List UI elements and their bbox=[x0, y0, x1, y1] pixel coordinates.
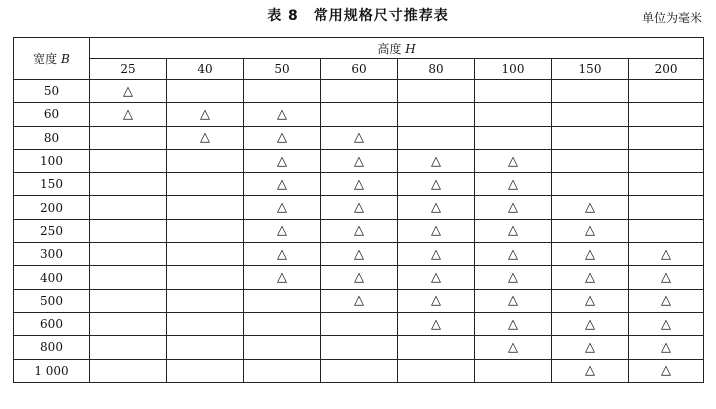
width-header-label: 宽度 bbox=[33, 52, 58, 66]
recommended-mark-cell bbox=[629, 266, 704, 289]
recommended-mark-cell bbox=[90, 103, 167, 126]
recommended-mark-cell bbox=[398, 312, 475, 335]
triangle-mark-icon: △ bbox=[661, 339, 672, 355]
triangle-mark-icon: △ bbox=[585, 200, 595, 216]
triangle-mark-icon: △ bbox=[354, 176, 364, 192]
triangle-mark-icon: △ bbox=[508, 200, 518, 216]
recommended-mark-cell bbox=[244, 126, 321, 149]
recommended-mark-cell bbox=[167, 103, 244, 126]
table-row bbox=[14, 359, 704, 382]
recommended-mark-cell bbox=[475, 173, 552, 196]
triangle-mark-icon: △ bbox=[661, 246, 672, 262]
empty-cell bbox=[90, 359, 167, 382]
recommended-mark-cell bbox=[244, 266, 321, 289]
recommended-mark-cell bbox=[629, 289, 704, 312]
empty-cell bbox=[90, 196, 167, 219]
empty-cell bbox=[90, 336, 167, 359]
triangle-mark-icon: △ bbox=[354, 153, 364, 169]
recommended-mark-cell bbox=[629, 336, 704, 359]
triangle-mark-icon: △ bbox=[277, 270, 287, 286]
empty-cell bbox=[475, 126, 552, 149]
recommended-mark-cell bbox=[629, 359, 704, 382]
table-row bbox=[14, 149, 704, 172]
recommended-mark-cell bbox=[244, 149, 321, 172]
empty-cell bbox=[90, 149, 167, 172]
triangle-mark-icon: △ bbox=[585, 363, 595, 379]
empty-cell bbox=[398, 126, 475, 149]
recommended-mark-cell bbox=[475, 149, 552, 172]
width-value-cell: 1 000 bbox=[14, 359, 90, 382]
width-header-var: B bbox=[61, 52, 70, 66]
recommended-mark-cell bbox=[398, 219, 475, 242]
recommended-mark-cell bbox=[321, 289, 398, 312]
triangle-mark-icon: △ bbox=[277, 106, 287, 122]
triangle-mark-icon: △ bbox=[277, 223, 287, 239]
triangle-mark-icon: △ bbox=[431, 270, 441, 286]
table-row bbox=[14, 312, 704, 335]
recommended-mark-cell bbox=[475, 219, 552, 242]
recommended-mark-cell bbox=[244, 173, 321, 196]
recommended-mark-cell bbox=[244, 243, 321, 266]
empty-cell bbox=[475, 80, 552, 103]
recommended-mark-cell bbox=[475, 243, 552, 266]
empty-cell bbox=[167, 289, 244, 312]
triangle-mark-icon: △ bbox=[123, 106, 133, 122]
triangle-mark-icon: △ bbox=[585, 316, 595, 332]
triangle-mark-icon: △ bbox=[585, 246, 595, 262]
triangle-mark-icon: △ bbox=[354, 200, 364, 216]
empty-cell bbox=[90, 312, 167, 335]
height-value-cell: 25 bbox=[90, 59, 167, 80]
recommended-mark-cell bbox=[321, 126, 398, 149]
width-value-cell: 300 bbox=[14, 243, 90, 266]
recommended-mark-cell bbox=[552, 243, 629, 266]
empty-cell bbox=[167, 336, 244, 359]
recommended-mark-cell bbox=[244, 103, 321, 126]
empty-cell bbox=[475, 359, 552, 382]
width-value-cell: 250 bbox=[14, 219, 90, 242]
empty-cell bbox=[398, 336, 475, 359]
empty-cell bbox=[475, 103, 552, 126]
recommended-mark-cell bbox=[244, 219, 321, 242]
triangle-mark-icon: △ bbox=[354, 130, 364, 146]
empty-cell bbox=[244, 289, 321, 312]
recommended-mark-cell bbox=[475, 336, 552, 359]
empty-cell bbox=[167, 196, 244, 219]
table-row bbox=[14, 103, 704, 126]
triangle-mark-icon: △ bbox=[508, 176, 518, 192]
empty-cell bbox=[167, 359, 244, 382]
height-header-label: 高度 bbox=[377, 41, 402, 56]
recommended-mark-cell bbox=[321, 243, 398, 266]
empty-cell bbox=[552, 80, 629, 103]
triangle-mark-icon: △ bbox=[431, 200, 441, 216]
width-header bbox=[14, 38, 90, 80]
triangle-mark-icon: △ bbox=[508, 153, 518, 169]
empty-cell bbox=[629, 80, 704, 103]
empty-cell bbox=[244, 312, 321, 335]
triangle-mark-icon: △ bbox=[354, 246, 364, 262]
empty-cell bbox=[90, 219, 167, 242]
empty-cell bbox=[321, 80, 398, 103]
empty-cell bbox=[167, 312, 244, 335]
recommended-mark-cell bbox=[475, 312, 552, 335]
triangle-mark-icon: △ bbox=[354, 293, 364, 309]
recommended-mark-cell bbox=[552, 219, 629, 242]
empty-cell bbox=[167, 173, 244, 196]
recommended-mark-cell bbox=[552, 312, 629, 335]
triangle-mark-icon: △ bbox=[585, 293, 595, 309]
recommended-mark-cell bbox=[167, 126, 244, 149]
empty-cell bbox=[167, 243, 244, 266]
recommended-mark-cell bbox=[629, 243, 704, 266]
empty-cell bbox=[321, 359, 398, 382]
recommended-mark-cell bbox=[475, 196, 552, 219]
width-value-cell: 50 bbox=[14, 80, 90, 103]
empty-cell bbox=[244, 336, 321, 359]
empty-cell bbox=[167, 219, 244, 242]
triangle-mark-icon: △ bbox=[661, 363, 672, 379]
height-value-cell: 80 bbox=[398, 59, 475, 80]
table-row bbox=[14, 289, 704, 312]
table-body bbox=[14, 80, 704, 383]
triangle-mark-icon: △ bbox=[585, 339, 595, 355]
empty-cell bbox=[167, 80, 244, 103]
height-header-var: H bbox=[405, 41, 416, 56]
empty-cell bbox=[398, 103, 475, 126]
width-value-cell: 800 bbox=[14, 336, 90, 359]
height-values-row bbox=[14, 59, 704, 80]
triangle-mark-icon: △ bbox=[123, 83, 133, 99]
empty-cell bbox=[90, 173, 167, 196]
triangle-mark-icon: △ bbox=[277, 200, 287, 216]
empty-cell bbox=[167, 149, 244, 172]
empty-cell bbox=[398, 359, 475, 382]
recommended-mark-cell bbox=[321, 196, 398, 219]
empty-cell bbox=[552, 126, 629, 149]
recommended-mark-cell bbox=[321, 149, 398, 172]
triangle-mark-icon: △ bbox=[508, 223, 518, 239]
triangle-mark-icon: △ bbox=[661, 293, 672, 309]
recommended-mark-cell bbox=[552, 196, 629, 219]
triangle-mark-icon: △ bbox=[431, 316, 441, 332]
height-value-cell: 60 bbox=[321, 59, 398, 80]
table-row bbox=[14, 196, 704, 219]
empty-cell bbox=[629, 149, 704, 172]
triangle-mark-icon: △ bbox=[585, 223, 595, 239]
table-title: 表 8 常用规格尺寸推荐表 bbox=[267, 8, 449, 24]
recommended-mark-cell bbox=[398, 196, 475, 219]
triangle-mark-icon: △ bbox=[277, 130, 287, 146]
recommended-mark-cell bbox=[398, 243, 475, 266]
recommended-mark-cell bbox=[475, 266, 552, 289]
height-value-cell: 50 bbox=[244, 59, 321, 80]
width-value-cell: 200 bbox=[14, 196, 90, 219]
table-row bbox=[14, 80, 704, 103]
triangle-mark-icon: △ bbox=[508, 246, 518, 262]
recommended-mark-cell bbox=[90, 80, 167, 103]
triangle-mark-icon: △ bbox=[508, 316, 518, 332]
height-header bbox=[90, 38, 704, 59]
empty-cell bbox=[321, 103, 398, 126]
table-row bbox=[14, 173, 704, 196]
empty-cell bbox=[629, 219, 704, 242]
empty-cell bbox=[90, 243, 167, 266]
triangle-mark-icon: △ bbox=[277, 176, 287, 192]
size-table bbox=[13, 37, 704, 383]
empty-cell bbox=[629, 103, 704, 126]
width-value-cell: 400 bbox=[14, 266, 90, 289]
unit-label: 单位为毫米 bbox=[641, 11, 702, 25]
empty-cell bbox=[629, 196, 704, 219]
triangle-mark-icon: △ bbox=[431, 176, 441, 192]
empty-cell bbox=[321, 336, 398, 359]
empty-cell bbox=[552, 149, 629, 172]
table-row bbox=[14, 243, 704, 266]
triangle-mark-icon: △ bbox=[354, 223, 364, 239]
empty-cell bbox=[552, 103, 629, 126]
recommended-mark-cell bbox=[475, 289, 552, 312]
height-value-cell: 40 bbox=[167, 59, 244, 80]
triangle-mark-icon: △ bbox=[277, 153, 287, 169]
triangle-mark-icon: △ bbox=[585, 270, 595, 286]
triangle-mark-icon: △ bbox=[354, 270, 364, 286]
table-row bbox=[14, 126, 704, 149]
recommended-mark-cell bbox=[321, 266, 398, 289]
table-row bbox=[14, 336, 704, 359]
empty-cell bbox=[629, 173, 704, 196]
height-value-cell: 150 bbox=[552, 59, 629, 80]
triangle-mark-icon: △ bbox=[508, 293, 518, 309]
triangle-mark-icon: △ bbox=[431, 223, 441, 239]
triangle-mark-icon: △ bbox=[431, 246, 441, 262]
triangle-mark-icon: △ bbox=[508, 270, 518, 286]
recommended-mark-cell bbox=[398, 266, 475, 289]
width-value-cell: 100 bbox=[14, 149, 90, 172]
recommended-mark-cell bbox=[629, 312, 704, 335]
empty-cell bbox=[167, 266, 244, 289]
recommended-mark-cell bbox=[398, 289, 475, 312]
empty-cell bbox=[629, 126, 704, 149]
empty-cell bbox=[321, 312, 398, 335]
triangle-mark-icon: △ bbox=[200, 130, 210, 146]
width-value-cell: 80 bbox=[14, 126, 90, 149]
triangle-mark-icon: △ bbox=[661, 270, 672, 286]
recommended-mark-cell bbox=[552, 289, 629, 312]
empty-cell bbox=[398, 80, 475, 103]
width-value-cell: 60 bbox=[14, 103, 90, 126]
empty-cell bbox=[244, 80, 321, 103]
triangle-mark-icon: △ bbox=[431, 153, 441, 169]
recommended-mark-cell bbox=[552, 359, 629, 382]
triangle-mark-icon: △ bbox=[661, 316, 672, 332]
width-value-cell: 150 bbox=[14, 173, 90, 196]
recommended-mark-cell bbox=[398, 173, 475, 196]
empty-cell bbox=[90, 126, 167, 149]
empty-cell bbox=[90, 266, 167, 289]
recommended-mark-cell bbox=[321, 219, 398, 242]
empty-cell bbox=[90, 289, 167, 312]
empty-cell bbox=[244, 359, 321, 382]
recommended-mark-cell bbox=[552, 336, 629, 359]
triangle-mark-icon: △ bbox=[277, 246, 287, 262]
height-value-cell: 200 bbox=[629, 59, 704, 80]
recommended-mark-cell bbox=[244, 196, 321, 219]
triangle-mark-icon: △ bbox=[508, 339, 518, 355]
width-value-cell: 500 bbox=[14, 289, 90, 312]
triangle-mark-icon: △ bbox=[431, 293, 441, 309]
recommended-mark-cell bbox=[321, 173, 398, 196]
table-row bbox=[14, 219, 704, 242]
recommended-mark-cell bbox=[552, 266, 629, 289]
width-value-cell: 600 bbox=[14, 312, 90, 335]
empty-cell bbox=[552, 173, 629, 196]
recommended-mark-cell bbox=[398, 149, 475, 172]
table-row bbox=[14, 266, 704, 289]
triangle-mark-icon: △ bbox=[200, 106, 210, 122]
height-value-cell: 100 bbox=[475, 59, 552, 80]
